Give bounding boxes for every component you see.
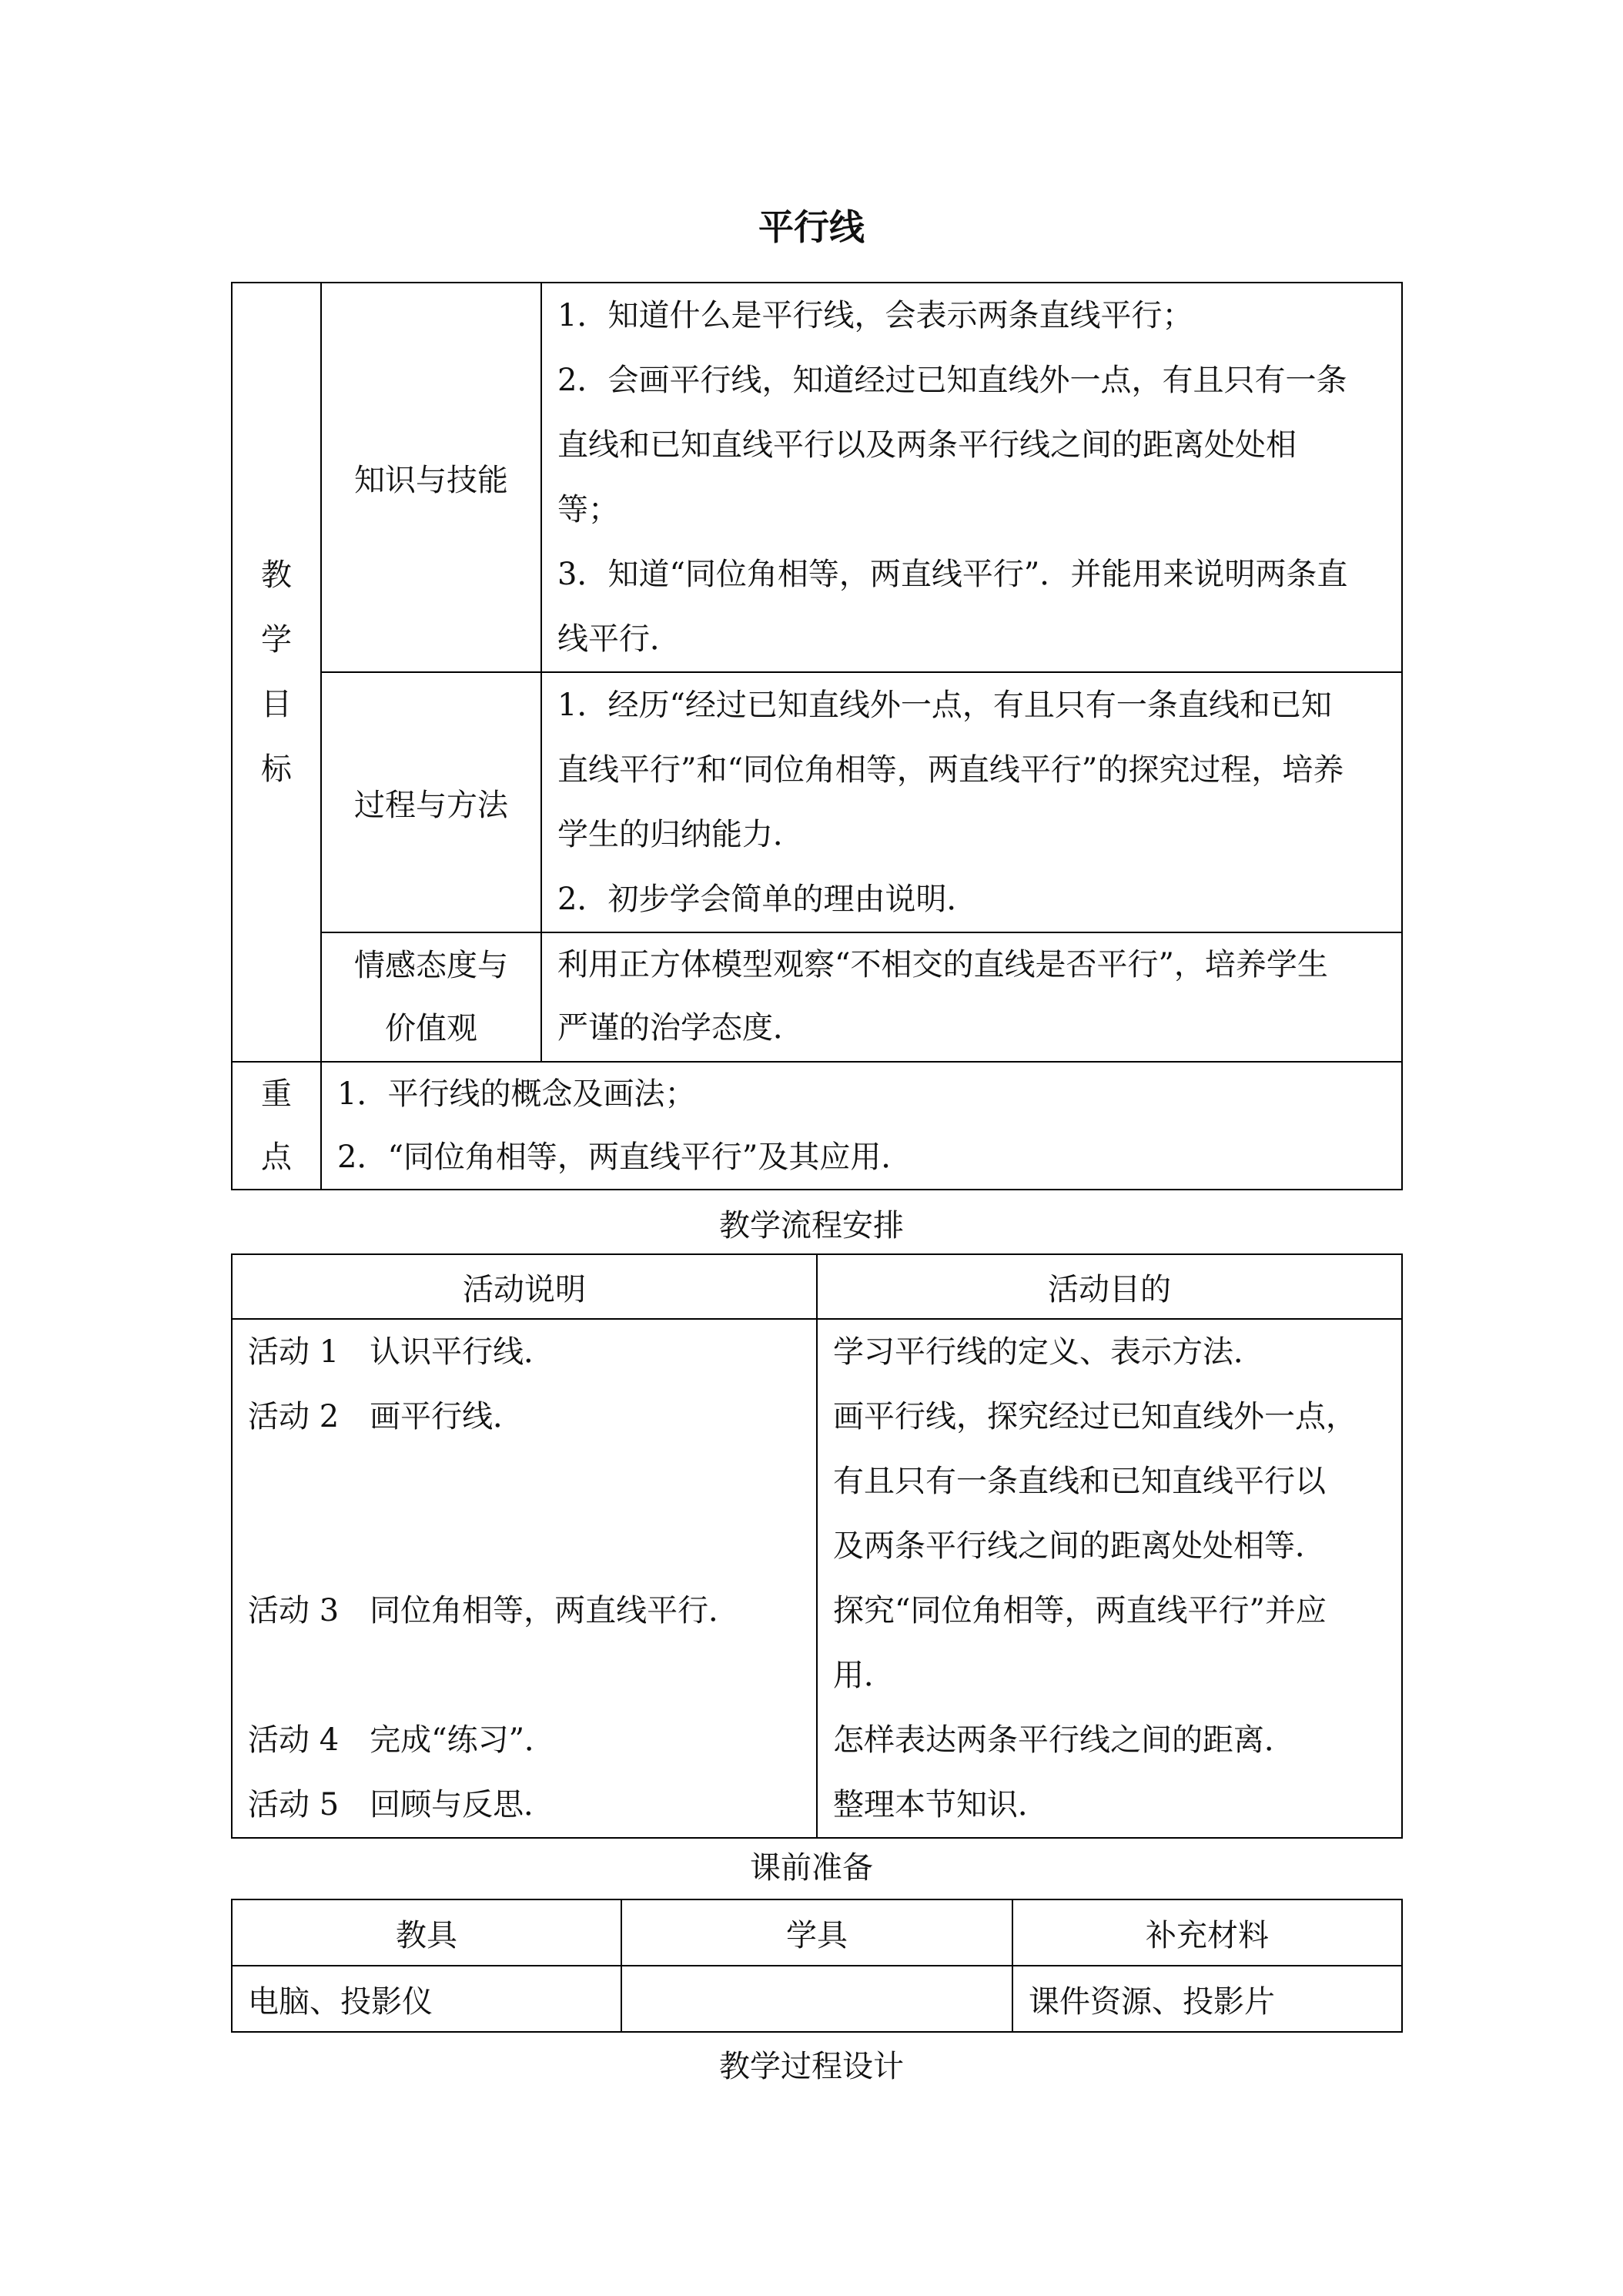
content-line: 等；: [557, 492, 619, 527]
category-label: 知识与技能: [354, 462, 508, 498]
content-line: 1．平行线的概念及画法；: [337, 1076, 696, 1112]
page-title: 平行线: [758, 206, 865, 248]
content-line: 1．知道什么是平行线，会表示两条直线平行；: [557, 298, 1193, 333]
content-line: 2．“同位角相等，两直线平行”及其应用．: [337, 1140, 912, 1175]
content-line: 2．会画平行线，知道经过已知直线外一点，有且只有一条: [557, 363, 1347, 398]
content-line: 直线和已知直线平行以及两条平行线之间的距离处处相: [557, 427, 1297, 463]
prep-header: 教具: [232, 1899, 621, 1966]
key-points-label: [232, 1062, 321, 1190]
prep-header-row: [232, 1899, 1402, 1966]
content-line: 3．知道“同位角相等，两直线平行”．并能用来说明两条直: [557, 557, 1348, 592]
objective-row-knowledge: [232, 283, 1402, 672]
process-caption: 教学过程设计: [719, 2049, 904, 2084]
key-points-content: [321, 1062, 1402, 1190]
activity-line: 活动 3 同位角相等，两直线平行．: [248, 1593, 740, 1628]
content-line: 2．初步学会简单的理由说明．: [557, 882, 978, 917]
content-line: 严谨的治学态度．: [557, 1010, 804, 1046]
flow-body-row: [232, 1319, 1402, 1838]
content-line: 学生的归纳能力．: [557, 817, 804, 852]
objective-row-attitude: [232, 932, 1402, 1062]
flow-caption: 教学流程安排: [719, 1208, 904, 1243]
activity-line: 活动 5 回顾与反思．: [248, 1787, 555, 1822]
activity-line: [248, 1449, 816, 1514]
flow-table: [231, 1253, 1403, 1839]
objectives-table: [231, 282, 1403, 1190]
goals-side-char: 学: [261, 622, 292, 658]
prep-header: 学具: [621, 1899, 1012, 1966]
flow-purposes: [817, 1319, 1402, 1838]
activity-line: 活动 2 画平行线．: [248, 1399, 524, 1434]
goals-side-char: 教: [261, 557, 292, 593]
category-process: [321, 672, 541, 932]
goals-side-char: 目: [261, 687, 292, 722]
prep-cell: [621, 1966, 1012, 2032]
category-attitude: [321, 932, 541, 1062]
prep-header: 补充材料: [1012, 1899, 1402, 1966]
activity-line: 活动 4 完成“练习”．: [248, 1722, 556, 1758]
purpose-line: 画平行线，探究经过已知直线外一点，: [833, 1399, 1357, 1434]
content-line: 利用正方体模型观察“不相交的直线是否平行”，培养学生: [557, 947, 1328, 982]
objective-content: [541, 932, 1402, 1062]
purpose-line: 学习平行线的定义、表示方法．: [833, 1334, 1264, 1370]
activity-line: 活动 1 认识平行线．: [248, 1334, 555, 1370]
prep-row: [232, 1966, 1402, 2032]
content-line: 直线平行”和“同位角相等，两直线平行”的探究过程，培养: [557, 752, 1344, 788]
objective-row-process: [232, 672, 1402, 932]
activity-line: [248, 1643, 816, 1708]
objective-content: [541, 283, 1402, 672]
goals-side-label: [232, 283, 321, 1062]
content-line: 1．经历“经过已知直线外一点，有且只有一条直线和已知: [557, 688, 1332, 723]
key-points-row: [232, 1062, 1402, 1190]
purpose-line: 及两条平行线之间的距离处处相等．: [833, 1528, 1326, 1564]
key-points-char: 重: [261, 1076, 292, 1112]
objective-content: [541, 672, 1402, 932]
flow-header-row: [232, 1254, 1402, 1319]
purpose-line: 整理本节知识．: [833, 1787, 1049, 1822]
prep-cell: 课件资源、投影片: [1012, 1966, 1402, 2032]
category-label: 过程与方法: [354, 787, 508, 823]
category-knowledge: [321, 283, 541, 672]
purpose-line: 有且只有一条直线和已知直线平行以: [833, 1464, 1326, 1499]
category-label: 情感态度与: [354, 948, 508, 983]
purpose-line: 用．: [833, 1658, 895, 1693]
flow-header: 活动目的: [817, 1254, 1402, 1319]
category-label: 价值观: [385, 1011, 477, 1046]
flow-header: 活动说明: [232, 1254, 817, 1319]
purpose-line: 怎样表达两条平行线之间的距离．: [833, 1722, 1295, 1758]
flow-activities: [232, 1319, 817, 1838]
goals-side-char: 标: [261, 751, 292, 787]
prep-table: [231, 1899, 1403, 2033]
activity-line: [248, 1514, 816, 1578]
content-line: 线平行．: [557, 621, 681, 657]
key-points-char: 点: [261, 1140, 292, 1175]
prep-caption: 课前准备: [750, 1850, 873, 1886]
purpose-line: 探究“同位角相等，两直线平行”并应: [833, 1593, 1327, 1628]
prep-cell: 电脑、投影仪: [232, 1966, 621, 2032]
